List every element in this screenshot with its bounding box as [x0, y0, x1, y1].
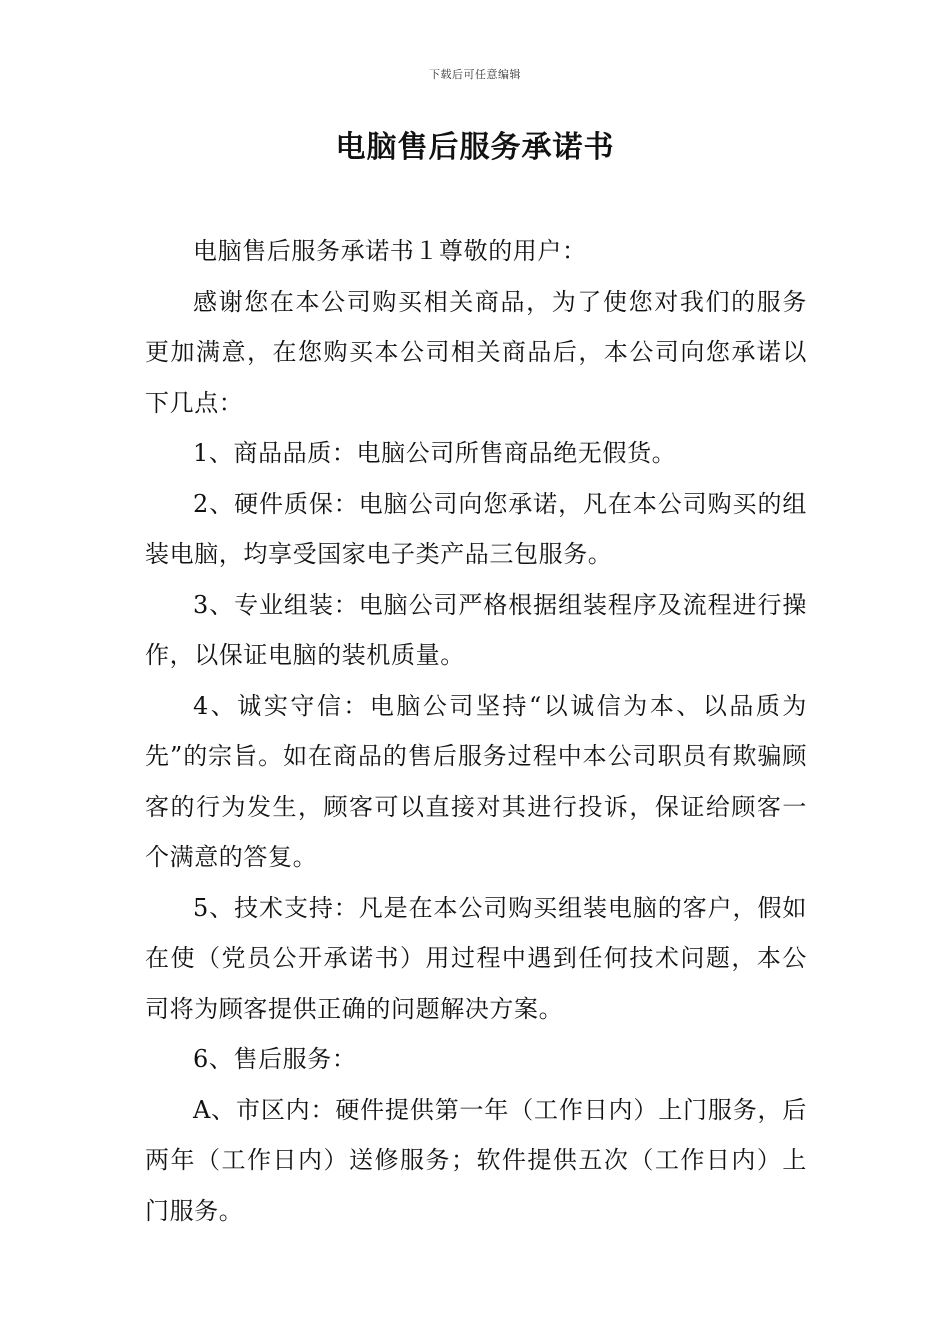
header-note: 下载后可任意编辑: [429, 68, 521, 81]
paragraph-item-5: 5、技术支持：凡是在本公司购买组装电脑的客户，假如在使（党员公开承诺书）用过程中遇到任何技术问题，本公司将为顾客提供正确的问题解决方案。: [145, 893, 807, 1023]
paragraph-greeting: 电脑售后服务承诺书１尊敬的用户：: [193, 237, 587, 265]
paragraph-item-1: 1、商品品质：电脑公司所售商品绝无假货。: [193, 439, 677, 467]
paragraph-item-6: 6、售后服务：: [193, 1045, 357, 1073]
paragraph-item-4: 4、诚实守信：电脑公司坚持“以诚信为本、以品质为先”的宗旨。如在商品的售后服务过程中本公司职员有欺骗顾客的行为发生，顾客可以直接对其进行投诉，保证给顾客一个满意的答复。: [145, 691, 807, 871]
paragraph-item-6a: A、市区内：硬件提供第一年（工作日内）上门服务，后两年（工作日内）送修服务；软件提供五次（工作日内）上门服务。: [145, 1095, 807, 1225]
document-title: 电脑售后服务承诺书: [335, 130, 615, 165]
document-body: [145, 226, 807, 1236]
paragraph-intro: 感谢您在本公司购买相关商品，为了使您对我们的服务更加满意，在您购买本公司相关商品后，本公司向您承诺以下几点：: [145, 287, 807, 417]
paragraph-item-3: 3、专业组装：电脑公司严格根据组装程序及流程进行操作，以保证电脑的装机质量。: [145, 590, 807, 669]
paragraph-item-2: 2、硬件质保：电脑公司向您承诺，凡在本公司购买的组装电脑，均享受国家电子类产品三包服务。: [145, 489, 807, 568]
